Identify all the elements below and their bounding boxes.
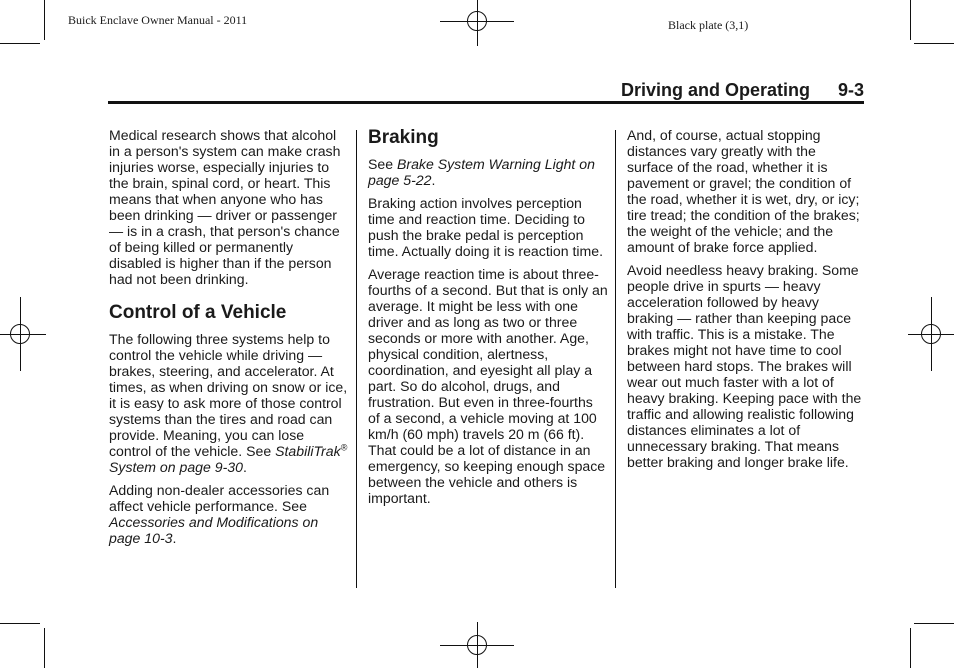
plate-label-left: Buick Enclave Owner Manual - 2011 [68, 13, 248, 27]
registration-mark-left [0, 297, 46, 371]
see-reference: See Brake System Warning Light on page 5-22. [368, 156, 595, 188]
perception-paragraph: Braking action involves perception time and reaction time. Deciding to push the brake pedal is perception time. Actually doing it is reaction time. [368, 195, 603, 259]
running-header [108, 80, 864, 100]
crop-mark [0, 43, 40, 44]
heavy-braking-paragraph: Avoid needless heavy braking. Some people drive in spurts — heavy acceleration followed by heavy braking — rather than keeping pace with traffic. This is a mistake. The brakes might not have time to cool between hard stops. The brakes will wear out much faster with a lot of heavy braking. Keeping pace with the traffic and allowing realistic following distances eliminates a lot of unnecessary braking. That means better braking and longer brake life. [627, 262, 862, 470]
accessories-paragraph: Adding non-dealer accessories can affect vehicle performance. See Accessories and Modifications on page 10-3. [109, 482, 330, 546]
crop-mark [44, 628, 45, 668]
crop-mark [910, 628, 911, 668]
stabilitrak-link[interactable]: StabiliTrak® System on page 9-30 [109, 442, 348, 475]
registration-mark-top [440, 0, 514, 46]
control-of-vehicle-heading: Control of a Vehicle [109, 302, 287, 323]
column-1 [109, 127, 349, 553]
crop-mark [914, 43, 954, 44]
brake-warning-link[interactable]: Brake System Warning Light on page 5-22 [368, 156, 595, 188]
column-divider [356, 130, 357, 588]
control-paragraph: The following three systems help to control the vehicle while driving — brakes, steering, and accelerator. At times, as when driving on snow or ice, it is easy to ask more of those control systems than the tires and road can provide. Meaning, you can lose control of the vehicle. See StabiliTrak® System on page 9-30. [109, 331, 348, 475]
column-2 [368, 127, 608, 513]
stopping-distance-paragraph: And, of course, actual stopping distances vary greatly with the surface of the road, whether it is pavement or gravel; the condition of the road, whether it is wet, dry, or icy; tire tread; the condition of the brakes; the weight of the vehicle; and the amount of brake force applied. [627, 127, 860, 255]
column-divider [615, 130, 616, 588]
registration-mark-bottom [440, 622, 514, 668]
braking-heading: Braking [368, 127, 439, 148]
alcohol-paragraph: Medical research shows that alcohol in a person's system can make crash injuries worse, especially injuries to the brain, spinal cord, or heart. This means that when anyone who has been drinking — driver or passenger — is in a crash, that person's chance of being killed or permanently disabled is higher than if the person had not been drinking. [109, 127, 341, 287]
section-title: Driving and Operating [620, 80, 810, 100]
crop-mark [914, 623, 954, 624]
crop-mark [910, 0, 911, 40]
header-rule [108, 101, 864, 104]
crop-mark [44, 0, 45, 40]
crop-mark [0, 623, 40, 624]
registration-mark-right [908, 297, 954, 371]
column-3 [627, 127, 865, 477]
accessories-link[interactable]: Accessories and Modifications on page 10-3 [109, 514, 319, 546]
reaction-time-paragraph: Average reaction time is about three-fourths of a second. But that is only an average. It might be less with one driver and as long as two or three seconds or more with another. Age, physical condition, alertness, coordination, and eyesight all play a part. So do alcohol, drugs, and frustration. But even in three-fourths of a second, a vehicle moving at 100 km/h (60 mph) travels 20 m (66 ft). That could be a lot of distance in an emergency, so keeping enough space between the vehicle and others is important. [368, 266, 608, 506]
plate-label-right: Black plate (3,1) [668, 18, 749, 32]
page-number: 9-3 [837, 80, 864, 100]
